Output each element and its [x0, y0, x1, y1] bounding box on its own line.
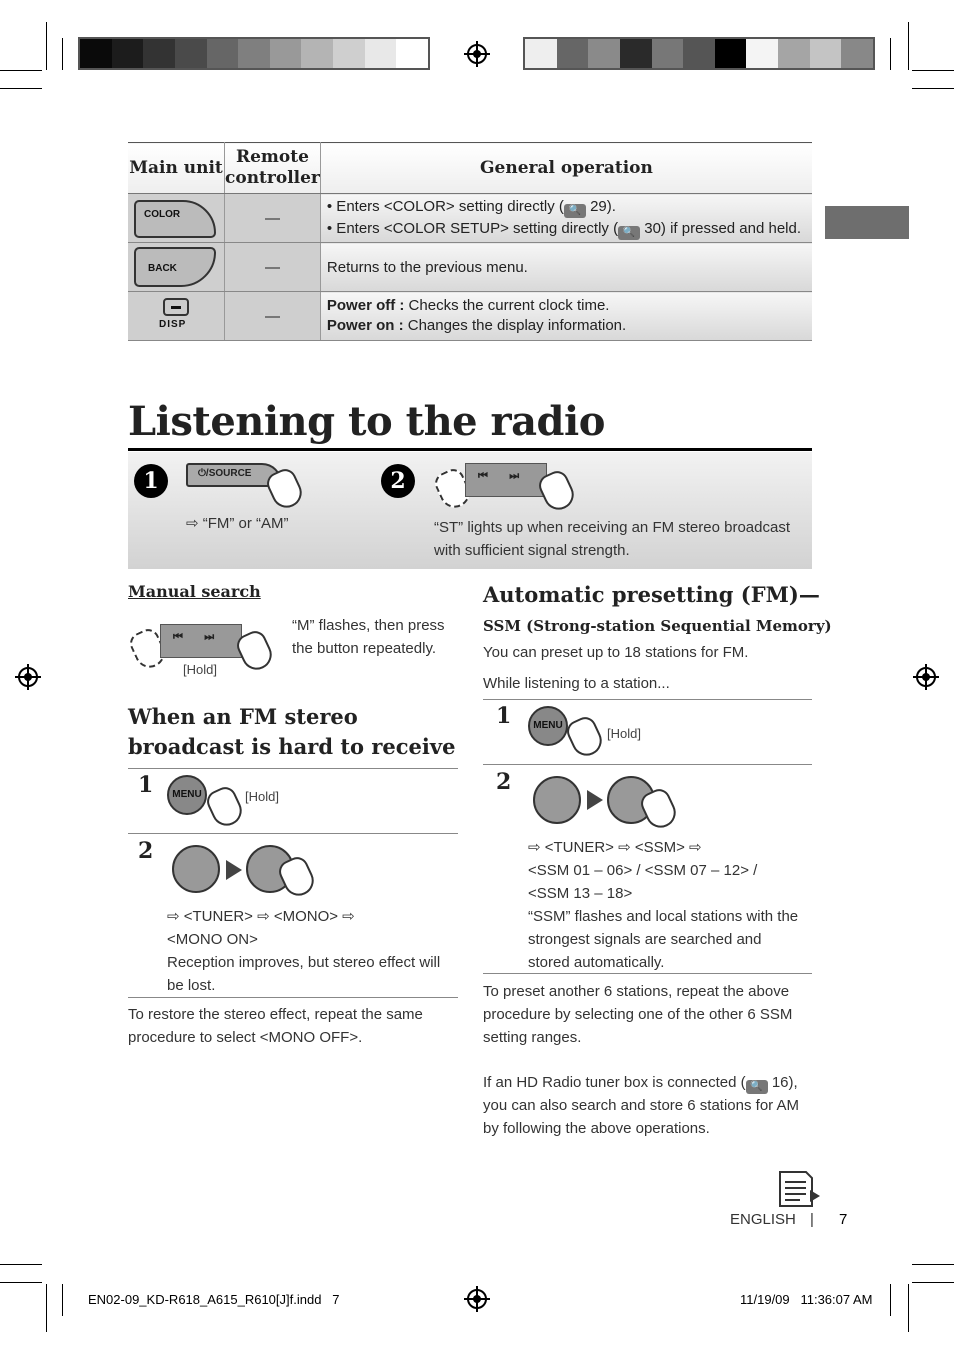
hold-label: [Hold]: [245, 789, 279, 804]
divider: [128, 997, 458, 998]
table-row: [128, 243, 812, 292]
table-row: [128, 292, 812, 341]
remote-cell: —: [225, 194, 321, 243]
step-number: 1: [134, 464, 168, 498]
auto-preset-heading: Automatic presetting (FM)—: [483, 582, 820, 607]
color-button-icon: [128, 194, 225, 243]
file-info: EN02-09_KD-R618_A615_R610[J]f.indd 7: [88, 1292, 340, 1307]
power-on-label: Power on :: [326, 317, 404, 334]
seek-buttons-icon: ⏮ ⏭: [465, 463, 547, 497]
divider: [483, 699, 812, 700]
column-header: General operation: [320, 143, 812, 194]
power-off-label: Power off :: [326, 297, 405, 314]
fm-stereo-heading: When an FM stereo broadcast is hard to receive: [128, 704, 456, 759]
side-tab: [825, 206, 909, 239]
auto-text: You can preset up to 18 stations for FM.: [483, 644, 749, 661]
auto-text: While listening to a station...: [483, 675, 670, 692]
fm-line: <MONO ON>: [167, 931, 258, 948]
remote-cell: —: [225, 243, 321, 292]
operation-cell: [320, 292, 812, 341]
hd-text-b: 16), you can also search and store 6 stations for AM by following the above operations.: [483, 1074, 800, 1137]
back-button-label: BACK: [148, 263, 177, 274]
seek-buttons-icon: ⏮ ⏭: [160, 624, 242, 658]
auto-line: ⇨ <TUNER> ⇨ <SSM> ⇨: [528, 839, 702, 856]
hand-icon: [563, 713, 606, 760]
registration-mark-icon: [15, 664, 41, 690]
op-text: 30) if pressed and held.: [644, 220, 802, 237]
step-number: 2: [496, 769, 512, 795]
control-dial-icon: [533, 776, 581, 824]
registration-mark-icon: [464, 1286, 490, 1312]
hand-icon: [203, 783, 246, 830]
hold-label: [Hold]: [183, 662, 217, 677]
operation-cell: [320, 194, 812, 243]
disp-button-icon: [128, 292, 225, 341]
step2-text: “ST” lights up when receiving an FM stereo broadcast with sufficient signal strength.: [434, 519, 790, 559]
op-text: • Enters <COLOR> setting directly (: [326, 198, 564, 215]
divider: [483, 764, 812, 765]
fm-line: Reception improves, but stereo effect will be lost.: [167, 954, 441, 994]
color-bar: [523, 37, 875, 70]
op-text: • Enters <COLOR SETUP> setting directly (: [326, 220, 619, 237]
hd-text-a: If an HD Radio tuner box is connected (: [483, 1074, 746, 1091]
source-button-icon: ⏻/SOURCE: [186, 463, 282, 487]
control-dial-icon: [172, 845, 220, 893]
reference-icon: 🔍: [564, 204, 586, 218]
fm-line: ⇨ <TUNER> ⇨ <MONO> ⇨: [167, 908, 355, 925]
reference-icon: 🔍: [618, 226, 640, 240]
step-number: 1: [496, 703, 512, 729]
step-number: 1: [138, 772, 154, 798]
disp-button-label: DISP: [159, 319, 187, 330]
auto-line: <SSM 13 – 18>: [528, 885, 633, 902]
fm-note: To restore the stereo effect, repeat the same procedure to select <MONO OFF>.: [128, 1006, 423, 1046]
back-button-icon: [128, 243, 225, 292]
divider: [128, 768, 458, 769]
divider: [483, 973, 812, 974]
step1-text: ⇨ “FM” or “AM”: [186, 515, 289, 532]
registration-mark-icon: [913, 664, 939, 690]
page-number: 7: [839, 1211, 848, 1228]
arrow-icon: [226, 860, 242, 880]
auto-hd-text: [483, 1071, 809, 1140]
page-title: Listening to the radio: [128, 398, 605, 445]
registration-mark-icon: [464, 41, 490, 67]
hold-label: [Hold]: [607, 726, 641, 741]
remote-cell: —: [225, 292, 321, 341]
grayscale-bar: [78, 37, 430, 70]
continued-page-icon: [776, 1170, 824, 1208]
op-text: Changes the display information.: [403, 317, 627, 334]
separator: |: [810, 1211, 814, 1228]
column-header: Main unit: [128, 143, 225, 194]
color-button-label: COLOR: [144, 209, 181, 220]
column-header: Remote controller: [225, 143, 321, 194]
op-text: Checks the current clock time.: [404, 297, 610, 314]
manual-search-text: “M” flashes, then press the button repeatedly.: [292, 617, 445, 657]
auto-line: <SSM 01 – 06> / <SSM 07 – 12> /: [528, 862, 758, 879]
ssm-subheading: SSM (Strong-station Sequential Memory): [483, 617, 832, 635]
operation-cell: Returns to the previous menu.: [320, 243, 812, 292]
arrow-icon: [587, 790, 603, 810]
language-label: ENGLISH: [730, 1211, 796, 1228]
title-rule: [128, 448, 812, 451]
menu-button-icon: MENU: [528, 706, 568, 746]
manual-search-heading: Manual search: [128, 582, 261, 601]
table-header-row: [128, 143, 812, 194]
step-number: 2: [381, 464, 415, 498]
menu-button-icon: MENU: [167, 775, 207, 815]
print-date: 11/19/09 11:36:07 AM: [740, 1292, 873, 1307]
table-row: [128, 194, 812, 243]
auto-line: “SSM” flashes and local stations with the strongest signals are searched and stored automatically.: [528, 908, 799, 971]
step-number: 2: [138, 838, 154, 864]
auto-text: To preset another 6 stations, repeat the above procedure by selecting one of the other 6 SSM setting ranges.: [483, 983, 793, 1046]
reference-icon: 🔍: [746, 1080, 768, 1094]
divider: [128, 833, 458, 834]
operations-table: [128, 142, 812, 341]
op-text: 29).: [590, 198, 616, 215]
